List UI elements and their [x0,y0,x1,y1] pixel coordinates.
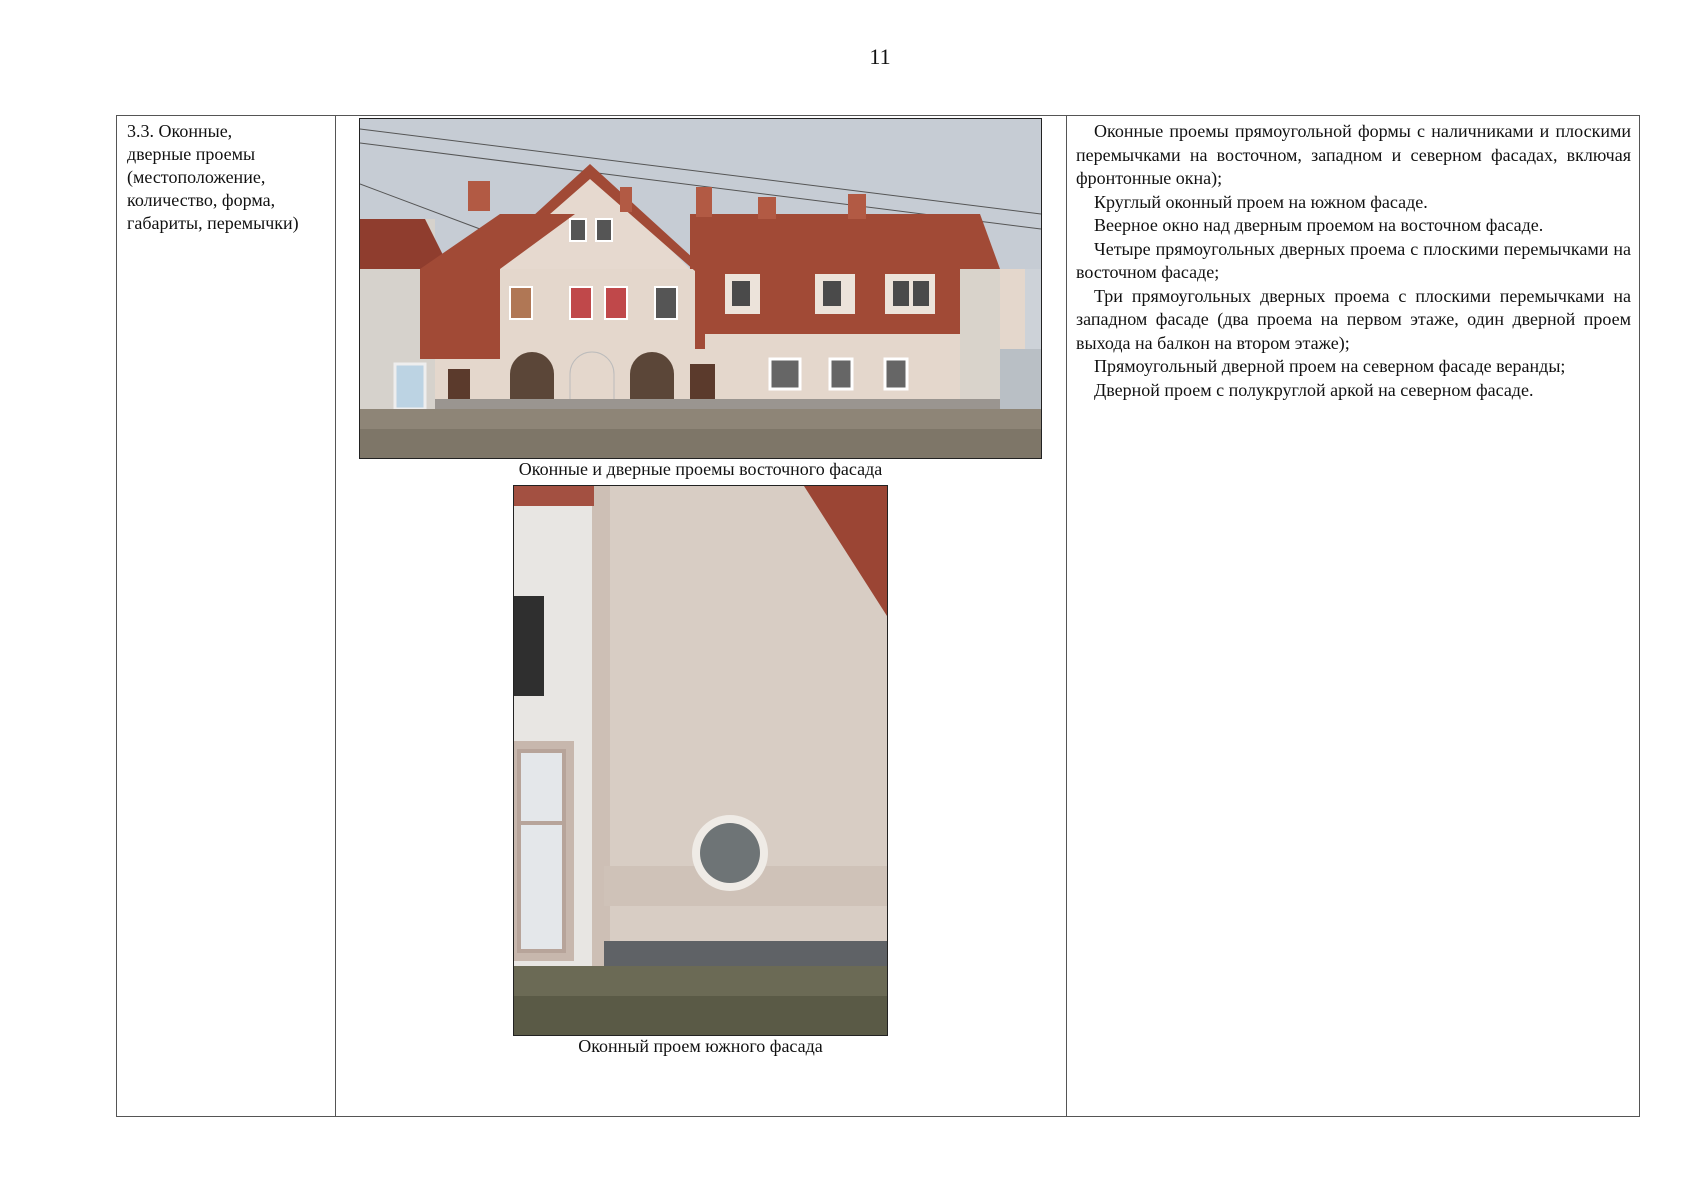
description-paragraph: Прямоугольный дверной проем на северном фасаде веранды; [1094,356,1566,376]
photo-cell [335,116,1067,1116]
section-label-line: количество, форма, [127,190,276,210]
south-facade-caption: Оконный проем южного фасада [578,1036,823,1056]
east-facade-caption: Оконные и дверные проемы восточного фасада [518,459,883,479]
east-facade-photo [359,118,1042,459]
description-cell [1066,116,1641,1116]
south-facade-photo [513,485,888,1036]
section-label-cell [117,116,336,1116]
section-label-line: 3.3. Оконные, [127,121,233,141]
description-paragraph: Веерное окно над дверным проемом на восточном фасаде. [1094,215,1544,235]
description-text [1066,116,1641,402]
description-paragraph: Три прямоугольных дверных проема с плоскими перемычками на западном фасаде (два проема на первом этаже, один дверной проем выхода на балкон на втором этаже); [1076,285,1631,353]
description-paragraph: Оконные проемы прямоугольной формы с наличниками и плоскими перемычками на восточном, западном и северном фасадах, включая фронтонные окна); [1076,121,1631,188]
description-paragraph: Дверной проем с полукруглой аркой на северном фасаде. [1094,379,1534,400]
section-label-line: габариты, перемычки) [127,213,299,233]
description-paragraph: Круглый оконный проем на южном фасаде. [1094,191,1428,212]
description-table [116,115,1640,1117]
page-number: 11 [869,44,891,69]
section-label [117,116,335,235]
section-label-line: дверные проемы [127,144,256,164]
description-paragraph: Четыре прямоугольных дверных проема с плоскими перемычками на восточном фасаде; [1076,238,1631,282]
section-label-line: (местоположение, [127,167,266,187]
